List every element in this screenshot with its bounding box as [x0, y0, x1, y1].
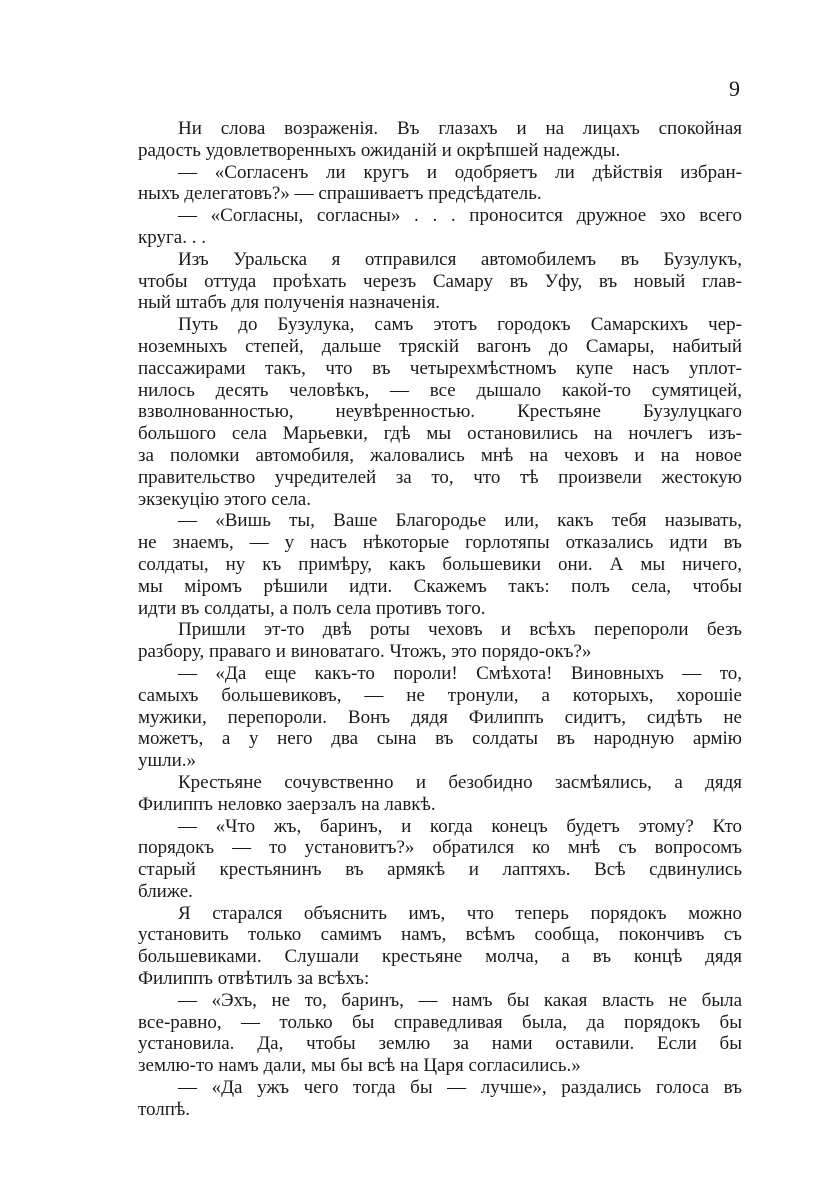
text-line: — «Да еще какъ-то пороли! Смѣхота! Виновныхъ — то,	[178, 662, 742, 684]
text-line: нилось десять человѣкъ, — все дышало какой-то сумятицей,	[138, 379, 742, 401]
text-line: Путь до Бузулука, самъ этотъ городокъ Самарскихъ чер-	[178, 314, 742, 336]
text-line: самыхъ большевиковъ, — не тронули, а которыхъ, хорошіе	[138, 684, 742, 706]
page-number: 9	[729, 76, 740, 101]
text-line: порядокъ — то установитъ?» обратился ко мнѣ съ вопросомъ	[138, 837, 742, 859]
text-line: пассажирами такъ, что въ четырехмѣстномъ купе насъ уплот-	[138, 357, 742, 379]
text-line: Изъ Уральска я отправился автомобилемъ въ Бузулукъ,	[178, 248, 742, 270]
text-line: мы міромъ рѣшили идти. Скажемъ такъ: полъ села, чтобы	[138, 575, 742, 597]
text-line: — «Согласны, согласны» . . . проносится дружное эхо всего	[178, 205, 742, 227]
text-line: можетъ, а у него два сына въ солдаты въ народную армію	[138, 728, 742, 750]
text-line: разбору, праваго и виноватаго. Чтожъ, это порядо-окъ?»	[138, 641, 592, 663]
text-line: землю-то намъ дали, мы бы всѣ на Царя согласились.»	[138, 1055, 581, 1077]
text-line: Филиппъ отвѣтилъ за всѣхъ:	[138, 968, 370, 990]
text-line: — «Эхъ, не то, баринъ, — намъ бы какая власть не была	[178, 989, 742, 1011]
text-line: ный штабъ для полученія назначенія.	[138, 292, 441, 314]
text-line: — «Вишь ты, Ваше Благородье или, какъ тебя называть,	[178, 510, 742, 532]
text-line: солдаты, ну къ примѣру, какъ большевики они. А мы ничего,	[138, 553, 742, 575]
text-line: — «Да ужъ чего тогда бы — лучше», раздались голоса въ	[178, 1077, 742, 1099]
text-line: экзекуцію этого села.	[138, 488, 311, 510]
text-line: старый крестьянинъ въ армякѣ и лаптяхъ. Всѣ сдвинулись	[138, 859, 742, 881]
text-line: ближе.	[138, 880, 193, 902]
text-line: чтобы оттуда проѣхать черезъ Самару въ Уфу, въ новый глав-	[138, 270, 742, 292]
text-line: — «Согласенъ ли кругъ и одобряетъ ли дѣйствія избран-	[178, 161, 742, 183]
text-line: не знаемъ, — у насъ нѣкоторые горлотяпы отказались идти въ	[138, 532, 742, 554]
body-text	[138, 118, 742, 1121]
text-line: идти въ солдаты, а полъ села противъ того.	[138, 597, 486, 619]
text-line: Ни слова возраженія. Въ глазахъ и на лицахъ спокойная	[178, 118, 742, 139]
text-line: толпѣ.	[138, 1098, 191, 1120]
text-line: правительство учредителей за то, что тѣ произвели жестокую	[138, 466, 742, 488]
text-line: круга. . .	[138, 226, 206, 248]
text-line: Филиппъ неловко заерзалъ на лавкѣ.	[138, 793, 436, 815]
text-line: радость удовлетворенныхъ ожиданій и окрѣпшей надежды.	[138, 139, 621, 161]
text-line: ушли.»	[138, 750, 197, 772]
text-line: мужики, перепороли. Вонъ дядя Филиппъ сидитъ, сидѣть не	[138, 706, 742, 728]
text-line: большевиками. Слушали крестьяне молча, а въ концѣ дядя	[138, 946, 742, 968]
text-line: ноземныхъ степей, дальше тряскій вагонъ до Самары, набитый	[138, 335, 742, 357]
text-line: Я старался объяснить имъ, что теперь порядокъ можно	[178, 902, 742, 924]
text-line: установить только самимъ намъ, всѣмъ сообща, покончивъ съ	[138, 924, 742, 946]
text-line: установила. Да, чтобы землю за нами оставили. Если бы	[138, 1033, 742, 1055]
text-line: ныхъ делегатовъ?» — спрашиваетъ предсѣдатель.	[138, 183, 542, 205]
text-line: все-равно, — только бы справедливая была, да порядокъ бы	[138, 1011, 742, 1033]
text-line: за поломки автомобиля, жаловались мнѣ на чеховъ и на новое	[138, 444, 742, 466]
text-line: Пришли эт-то двѣ роты чеховъ и всѣхъ перепороли безъ	[178, 619, 742, 641]
text-line: — «Что жъ, баринъ, и когда конецъ будетъ этому? Кто	[178, 815, 742, 837]
text-line: большого села Марьевки, гдѣ мы остановились на ночлегъ изъ-	[138, 423, 742, 445]
text-line: взволнованностью, неувѣренностью. Крестьяне Бузулуцкаго	[138, 401, 742, 423]
text-line: Крестьяне сочувственно и безобидно засмѣялись, а дядя	[178, 771, 742, 793]
